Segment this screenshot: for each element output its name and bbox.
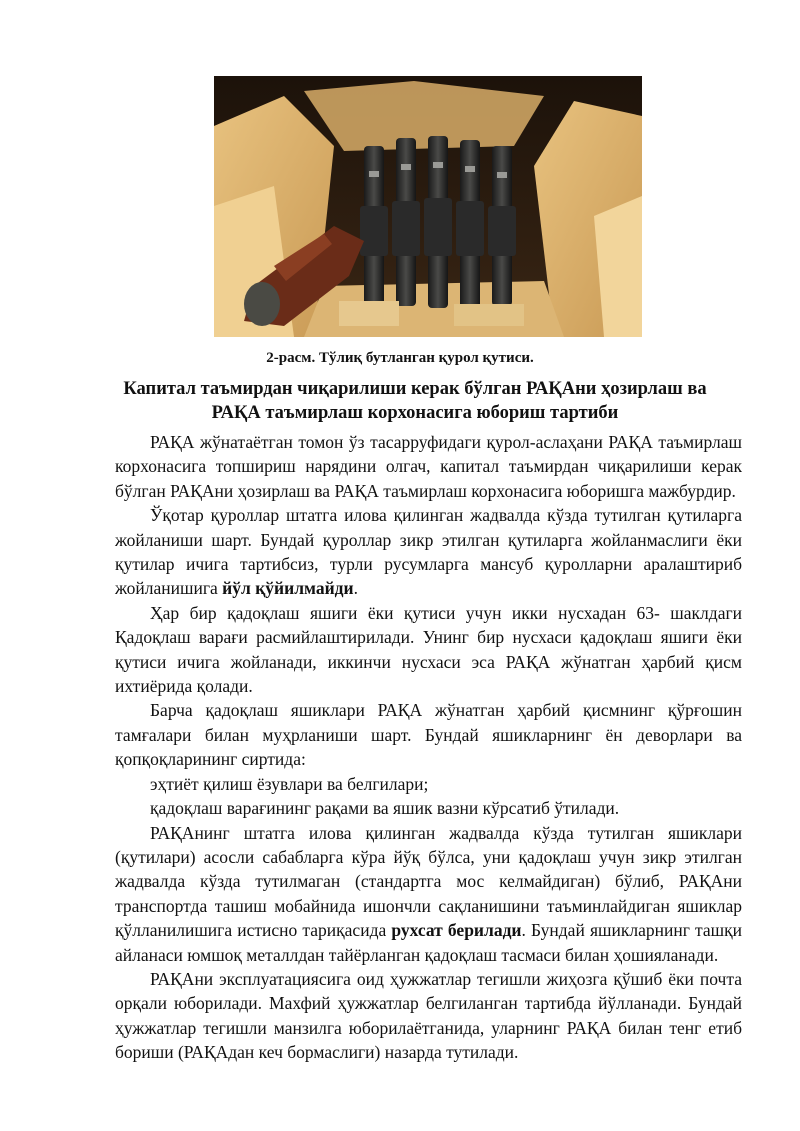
paragraph-5 [115, 821, 742, 967]
paragraph-4: Барча қадоқлаш яшиклари РАҚА жўнатган ҳарбий қисмнинг қўрғошин тамғалари билан муҳрланиши шарт. Бундай яшикларнинг ён деворлари ва қопқоқларининг сиртида: [115, 700, 742, 770]
heading-line-1: Капитал таъмирдан чиқарилиши керак бўлган РАҚАни ҳозирлаш ва [123, 379, 707, 399]
paragraph-2-emphasis: йўл қўйилмайди [222, 578, 354, 599]
list-item-2: қадоқлаш варағининг рақами ва яшик вазни кўрсатиб ўтилади. [150, 798, 620, 819]
paragraph-6: РАҚАни эксплуатациясига оид ҳужжатлар тегишли жиҳозга қўшиб ёки почта орқали юборилади. Махфий ҳужжатлар белгиланган тартибда йўлланади. Бундай ҳужжатлар тегишли манзилга юборилаётганида, уларнинг РАҚА билан тенг етиб бориши (РАҚАдан кеч бормаслиги) назарда тутилади. [115, 968, 742, 1063]
paragraph-2-end: . [353, 578, 358, 599]
paragraph-5-end: . Бундай яшикларнинг ташқи айланаси юмшоқ металлдан тайёрланган қадоқлаш тасмаси билан ҳошияланади. [115, 920, 743, 965]
heading-line-2: РАҚА таъмирлаш корхонасига юбориш тартиби [211, 403, 619, 423]
paragraph-2 [115, 503, 742, 601]
paragraph-2-text: Ўқотар қуроллар штатга илова қилинган жадвалда кўзда тутилган қутиларга жойланиши шарт. Бундай қуроллар зикр этилган қутиларга жойланмаслиги ёки қутилар ичига тартибсиз, турли русумларга мансуб қуролларни аралаштириб жойланишига [115, 505, 742, 599]
list-item-1: эҳтиёт қилиш ёзувлари ва белгилари; [150, 773, 429, 794]
figure-caption: 2-расм. Тўлиқ бутланган қурол қутиси. [266, 350, 534, 366]
paragraph-5-emphasis: рухсат берилади [391, 920, 522, 941]
section-heading [90, 377, 740, 425]
weapon-crate-photo [214, 76, 642, 337]
body-text [115, 430, 742, 1065]
paragraph-3: Ҳар бир қадоқлаш яшиги ёки қутиси учун икки нусхадан 63- шаклдаги Қадоқлаш варағи расмийлаштирилади. Унинг бир нусхаси қадоқлаш яшиги ёки қутиси ичига жойланади, иккинчи нусхаси эса РАҚА жўнатган ҳарбий қисм ихтиёрида қолади. [115, 602, 742, 697]
paragraph-1: РАҚА жўнатаётган томон ўз тасарруфидаги қурол-аслаҳани РАҚА таъмирлаш корхонасига топшириш нарядини олгач, капитал таъмирдан чиқарилиши керак бўлган РАҚАни ҳозирлаш ва РАҚА таъмирлаш корхонасига юборишга мажбурдир. [115, 432, 742, 501]
paragraph-5-text: РАҚАнинг штатга илова қилинган жадвалда кўзда тутилган яшиклари (қутилари) асосли сабабларга кўра йўқ бўлса, уни қадоқлаш учун зикр этилган жадвалда кўзда тутилмаган (стандартга мос келмайдиган) бўлиб, РАҚАни транспортда ташиш мобайнида ишончли сақланишини таъминлайдиган яшиклар қўлланилишига истисно тариқасида [115, 822, 742, 941]
